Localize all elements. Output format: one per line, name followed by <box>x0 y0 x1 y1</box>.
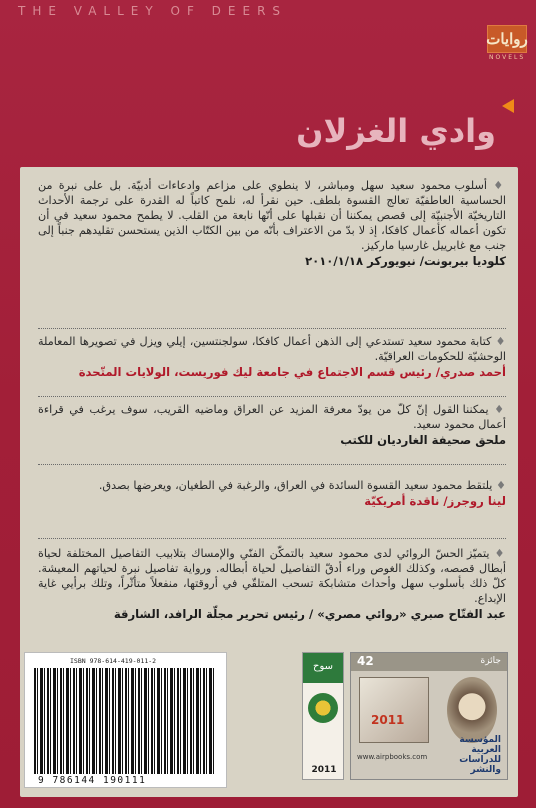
bullet-icon: ♦ <box>492 479 506 492</box>
publisher-logo-mark: روايات <box>486 30 528 48</box>
quote-1 <box>38 178 506 269</box>
festival-badge-label: سوح <box>303 653 343 683</box>
quote-divider <box>38 396 506 397</box>
award-seal-icon <box>447 677 497 743</box>
quote-attribution: عبد الفتّاح صبري «روائي مصري» / رئيس تحرير مجلّة الرافد، الشارقة <box>113 607 506 621</box>
publisher-name: المؤسسة العربية للدراسات والنشر <box>459 735 501 775</box>
quote-attribution: ملحق صحيفة الغارديان للكتب <box>340 433 506 447</box>
quote-attribution: أحمد صدري/ رئيس قسم الاجتماع في جامعة ليك فوريست، الولايات المتّحدة <box>78 365 506 379</box>
barcode-bars <box>34 668 216 774</box>
award-box <box>350 652 508 780</box>
quote-3 <box>38 402 506 448</box>
publisher-logo <box>487 25 527 53</box>
quote-4 <box>38 478 506 509</box>
quote-divider <box>38 328 506 329</box>
bullet-icon: ♦ <box>488 403 506 416</box>
publisher-logo-caption: NOVELS <box>489 54 526 61</box>
quote-text: يمكننا القول إنّ كلّ من يودّ معرفة المزيد عن العراق وماضيه القريب، سوف يرغب في قراءة أعمال محمود سعيد. <box>38 403 506 431</box>
isbn-label: ISBN 978-614-419-011-2 <box>70 657 157 665</box>
award-year: 2011 <box>371 713 405 727</box>
quote-attribution: لينا روجرز/ ناقدة أمريكيّة <box>364 494 506 508</box>
series-title: THE VALLEY OF DEERS <box>18 4 288 18</box>
festival-logo-icon <box>308 693 338 723</box>
quote-divider <box>38 538 506 539</box>
award-heading: جائزة <box>351 653 507 671</box>
bullet-icon: ♦ <box>491 335 506 348</box>
quote-divider <box>38 464 506 465</box>
quote-5 <box>38 546 506 622</box>
festival-badge-year: 2011 <box>311 765 337 775</box>
barcode-number: 9 786144 190111 <box>38 775 213 786</box>
award-image <box>359 677 429 743</box>
quote-text: أسلوب محمود سعيد سهل ومباشر، لا ينطوي على مزاعم وادعاءات أدبيّة. بل على نبرة من الحساسية العاطفيّة تعالج القسوة بلطف. حين نقرأ له، نلمح كاتباً له القدرة على ترجمة الأحداث التاريخيّة الأجنبيّة إلى قصص يمكننا أن نقبلها على أنّها نابعة من القلب. لا يطمح محمود سعيد في أن تكون أعماله كأعمال كافكا، إذ لا بدّ من الاعتراف بأنّه من بين الكتّاب الذين يستحسن تقليدهم جنباً إلى جنب مع غابرييل غارسيا ماركيز. <box>38 179 506 252</box>
quote-attribution: كلوديا بيربونت/ نيويوركر ٢٠١٠/١/١٨ <box>305 254 506 268</box>
quote-text: يتميّز الحسّ الروائي لدى محمود سعيد بالتمكّن الفنّي والإمساك بتلابيب التفاصيل المختلفة لحياة أبطال قصصه، وكذلك الغوص وراء أدقّ التفاصيل لحياة أبطاله. ورواية تفاصيل نبرة لحياتهم المعيشة. كلّ ذلك بأسلوب سهل وأحداث متشابكة تسحب المتلقّي في أروقتها، منفعلاً متأثّراً، وتلك برأيي غاية الإبداع. <box>38 547 506 605</box>
triangle-marker-icon <box>502 99 514 113</box>
quote-text: يلتقط محمود سعيد القسوة السائدة في العراق، والرغبة في الطغيان، ويعرضها بصدق. <box>98 479 493 492</box>
bullet-icon: ♦ <box>489 547 506 560</box>
book-title: وادي الغزلان <box>296 112 496 150</box>
bullet-icon: ♦ <box>486 179 506 192</box>
quote-2 <box>38 334 506 380</box>
publisher-url: www.airpbooks.com <box>357 753 428 761</box>
quote-text: كتابة محمود سعيد تستدعي إلى الذهن أعمال كافكا، سولجنتسين، إيلي ويزل في تصويرها المعاملة الوحشيّة للحكومات العراقيّة. <box>38 335 506 363</box>
award-number: 42 <box>357 654 374 668</box>
festival-badge <box>302 652 344 780</box>
